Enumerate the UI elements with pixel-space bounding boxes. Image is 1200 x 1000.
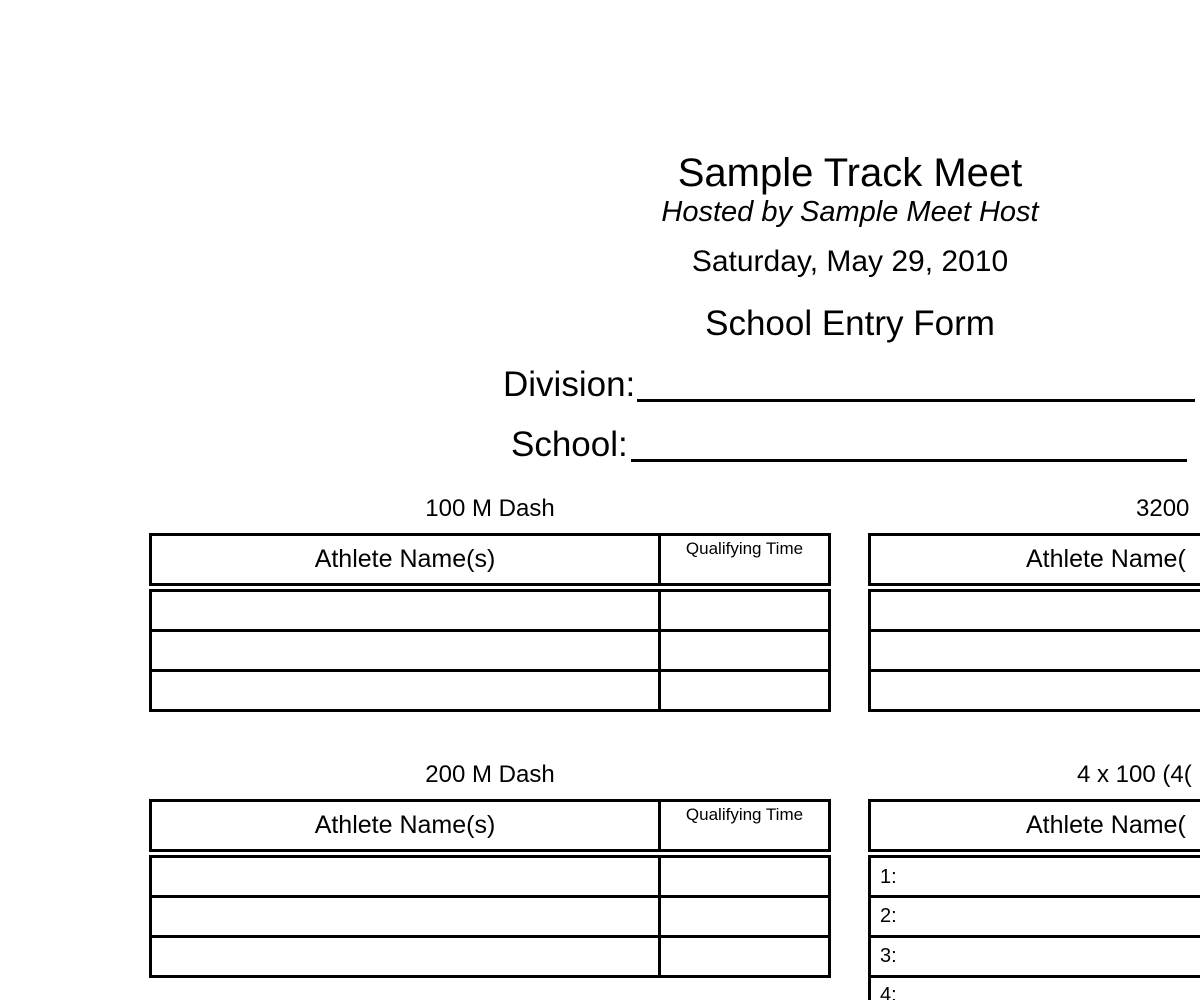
qualifying-time-cell[interactable]: [661, 938, 828, 975]
division-field[interactable]: [637, 399, 1195, 402]
table-body: [868, 855, 1200, 1000]
athlete-name-cell[interactable]: [871, 672, 1200, 709]
division-label: Division:: [503, 365, 636, 404]
column-header-qualifying-time: Qualifying Time: [685, 805, 804, 824]
qualifying-time-cell[interactable]: [661, 672, 828, 709]
column-header-athlete-name: Athlete Name(s): [314, 811, 496, 839]
meet-host: Hosted by Sample Meet Host: [661, 196, 1039, 228]
qualifying-time-cell[interactable]: [661, 858, 828, 895]
athlete-name-cell[interactable]: [871, 592, 1200, 629]
athlete-name-cell[interactable]: [152, 632, 658, 669]
column-header-athlete-name: Athlete Name(: [1026, 545, 1186, 573]
form-title: School Entry Form: [705, 304, 995, 343]
relay-leg-label: 4:: [880, 984, 897, 1000]
athlete-name-cell[interactable]: [152, 898, 658, 935]
qualifying-time-cell[interactable]: [661, 592, 828, 629]
row-divider: [868, 895, 1200, 898]
qualifying-time-cell[interactable]: [661, 898, 828, 935]
column-header-athlete-name: Athlete Name(s): [314, 545, 496, 573]
row-divider: [868, 935, 1200, 938]
row-divider: [868, 975, 1200, 978]
event-title-4x100-relay: 4 x 100 (4(: [1077, 761, 1192, 788]
relay-leg-label: 3:: [880, 945, 897, 967]
event-title-3200: 3200: [1136, 495, 1190, 522]
athlete-name-cell[interactable]: [152, 858, 658, 895]
relay-leg-label: 2:: [880, 905, 897, 927]
column-header-athlete-name: Athlete Name(: [1026, 811, 1186, 839]
meet-date: Saturday, May 29, 2010: [691, 245, 1009, 278]
school-label: School:: [511, 425, 628, 464]
athlete-name-cell[interactable]: [152, 672, 658, 709]
meet-title: Sample Track Meet: [677, 151, 1023, 195]
school-field[interactable]: [631, 459, 1187, 462]
relay-leg-label: 1:: [880, 866, 897, 888]
athlete-name-cell[interactable]: [871, 632, 1200, 669]
qualifying-time-cell[interactable]: [661, 632, 828, 669]
athlete-name-cell[interactable]: [152, 592, 658, 629]
column-header-qualifying-time: Qualifying Time: [685, 539, 804, 558]
event-title-200m: 200 M Dash: [425, 761, 555, 788]
event-title-100m: 100 M Dash: [425, 495, 555, 522]
athlete-name-cell[interactable]: [152, 938, 658, 975]
